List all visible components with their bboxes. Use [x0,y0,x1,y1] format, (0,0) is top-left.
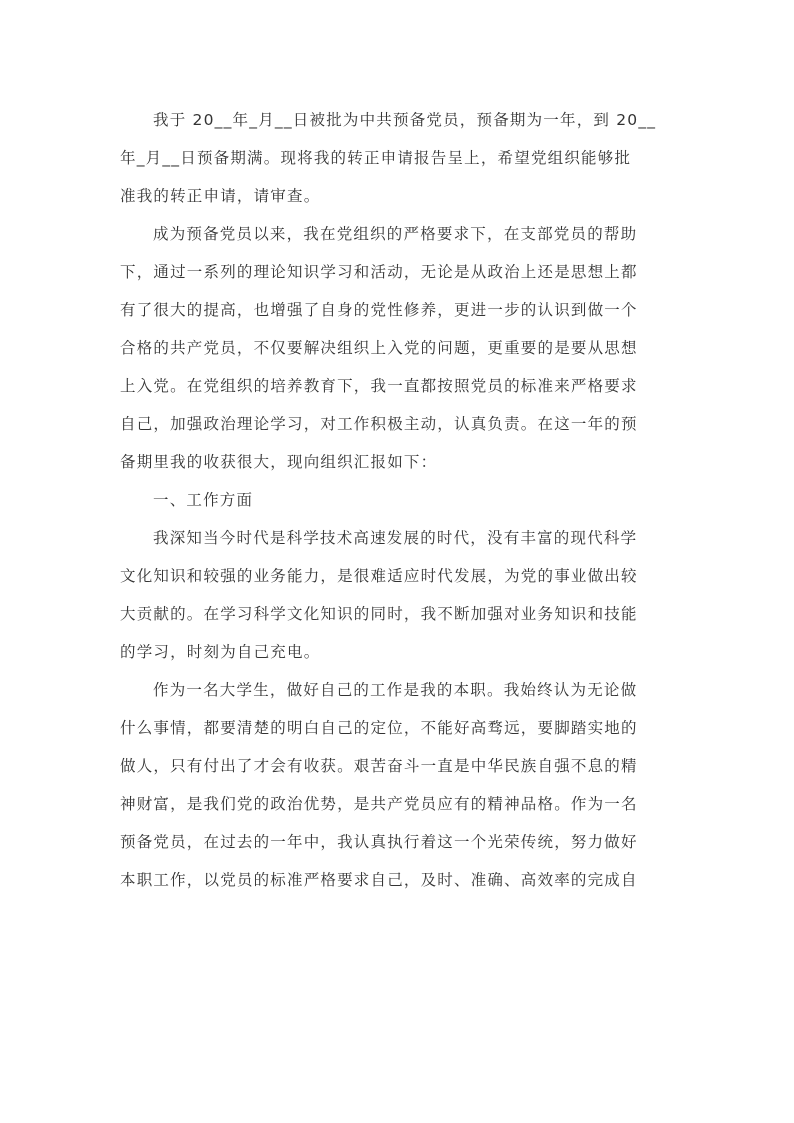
paragraph-line: 什么事情，都要清楚的明白自己的定位，不能好高骛远，要脚踏实地的 [120,719,638,737]
paragraph-since-probationary [120,215,676,481]
paragraph-line: 我于 20__年_月__日被批为中共预备党员，预备期为一年，到 20__ [153,111,657,129]
paragraph-line: 合格的共产党员，不仅要解决组织上入党的问题，更重要的是要从思想 [120,339,638,357]
section-heading: 一、工作方面 [153,491,254,509]
paragraph-line: 神财富，是我们党的政治优势，是共产党员应有的精神品格。作为一名 [120,795,638,813]
paragraph-line: 作为一名大学生，做好自己的工作是我的本职。我始终认为无论做 [153,681,638,699]
paragraph-line: 本职工作，以党员的标准严格要求自己，及时、准确、高效率的完成自 [120,871,638,889]
paragraph-intro [120,101,676,215]
paragraph-line: 自己，加强政治理论学习，对工作积极主动，认真负责。在这一年的预 [120,415,638,433]
paragraph-line: 成为预备党员以来，我在党组织的严格要求下，在支部党员的帮助 [153,225,638,243]
paragraph-line: 我深知当今时代是科学技术高速发展的时代，没有丰富的现代科学 [153,529,638,547]
paragraph-line: 预备党员，在过去的一年中，我认真执行着这一个光荣传统，努力做好 [120,833,638,851]
paragraph-line: 上入党。在党组织的培养教育下，我一直都按照党员的标准来严格要求 [120,377,638,395]
document-body [120,101,676,899]
section-heading-work [120,481,676,519]
paragraph-line: 的学习，时刻为自己充电。 [120,643,321,661]
paragraph-line: 备期里我的收获很大，现向组织汇报如下： [120,453,438,471]
paragraph-line: 年_月__日预备期满。现将我的转正申请报告呈上，希望党组织能够批 [120,149,632,167]
paragraph-line: 准我的转正申请，请审查。 [120,187,321,205]
paragraph-line: 做人，只有付出了才会有收获。艰苦奋斗一直是中华民族自强不息的精 [120,757,638,775]
paragraph-knowledge [120,519,676,671]
paragraph-line: 下，通过一系列的理论知识学习和活动，无论是从政治上还是思想上都 [120,263,638,281]
paragraph-line: 大贡献的。在学习科学文化知识的同时，我不断加强对业务知识和技能 [120,605,638,623]
paragraph-line: 有了很大的提高，也增强了自身的党性修养，更进一步的认识到做一个 [120,301,638,319]
paragraph-line: 文化知识和较强的业务能力，是很难适应时代发展，为党的事业做出较 [120,567,638,585]
paragraph-student-duty [120,671,676,899]
